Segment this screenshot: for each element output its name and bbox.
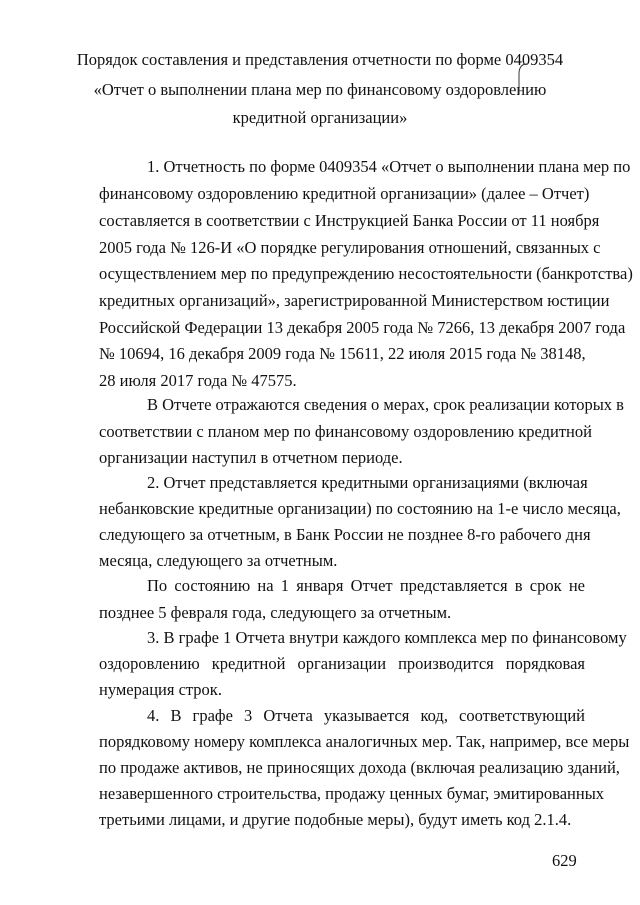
paragraph-4-line-3: по продаже активов, не приносящих дохода (включая реализацию зданий, (99, 758, 620, 777)
paragraph-1-line-5: осуществлением мер по предупреждению несостоятельности (банкротства) (99, 264, 633, 283)
paragraph-1-line-4: 2005 года № 126-И «О порядке регулирования отношений, связанных с (99, 238, 601, 257)
paragraph-1-line-3: составляется в соответствии с Инструкцией Банка России от 11 ноября (99, 211, 600, 230)
paragraph-4-line-2: порядковому номеру комплекса аналогичных мер. Так, например, все меры (99, 732, 630, 751)
paragraph-2b-line-2: позднее 5 февраля года, следующего за отчетным. (99, 603, 452, 622)
paragraph-2-line-3: следующего за отчетным, в Банк России не позднее 8-го рабочего дня (99, 525, 591, 544)
document-title-line-2: «Отчет о выполнении плана мер по финансовому оздоровлению (93, 80, 547, 99)
document-title-line-3: кредитной организации» (232, 108, 408, 127)
page-number: 629 (552, 851, 577, 870)
paragraph-1-line-9: 28 июля 2017 года № 47575. (99, 371, 297, 390)
paragraph-1-line-1: 1. Отчетность по форме 0409354 «Отчет о выполнении плана мер по (147, 157, 631, 176)
pen-mark-icon (513, 60, 533, 100)
paragraph-2-line-2: небанковские кредитные организации) по состоянию на 1-е число месяца, (99, 499, 621, 518)
paragraph-1-line-8: № 10694, 16 декабря 2009 года № 15611, 22 июля 2015 года № 38148, (99, 344, 586, 363)
document-title-line-1: Порядок составления и представления отчетности по форме 0409354 (76, 50, 564, 69)
paragraph-1-line-6: кредитных организаций», зарегистрированной Министерством юстиции (99, 291, 610, 310)
paragraph-3-line-3: нумерация строк. (99, 680, 222, 699)
paragraph-3-line-1: 3. В графе 1 Отчета внутри каждого комплекса мер по финансовому (147, 628, 627, 647)
paragraph-1b-line-3: организации наступил в отчетном периоде. (99, 448, 403, 467)
paragraph-4-line-1: 4. В графе 3 Отчета указывается код, соответствующий (147, 706, 585, 725)
paragraph-2b-line-1: По состоянию на 1 января Отчет представляется в срок не (147, 576, 585, 595)
paragraph-1-line-7: Российской Федерации 13 декабря 2005 года № 7266, 13 декабря 2007 года (99, 318, 626, 337)
paragraph-1b-line-2: соответствии с планом мер по финансовому оздоровлению кредитной (99, 422, 592, 441)
paragraph-3-line-2: оздоровлению кредитной организации производится порядковая (99, 654, 585, 673)
paragraph-4-line-4: незавершенного строительства, продажу ценных бумаг, эмитированных (99, 784, 605, 803)
paragraph-2-line-1: 2. Отчет представляется кредитными организациями (включая (147, 473, 588, 492)
paragraph-1-line-2: финансовому оздоровлению кредитной организации» (далее – Отчет) (99, 184, 590, 203)
paragraph-4-line-5: третьими лицами, и другие подобные меры), будут иметь код 2.1.4. (99, 810, 572, 829)
paragraph-1b-line-1: В Отчете отражаются сведения о мерах, срок реализации которых в (147, 395, 624, 414)
paragraph-2-line-4: месяца, следующего за отчетным. (99, 551, 338, 570)
